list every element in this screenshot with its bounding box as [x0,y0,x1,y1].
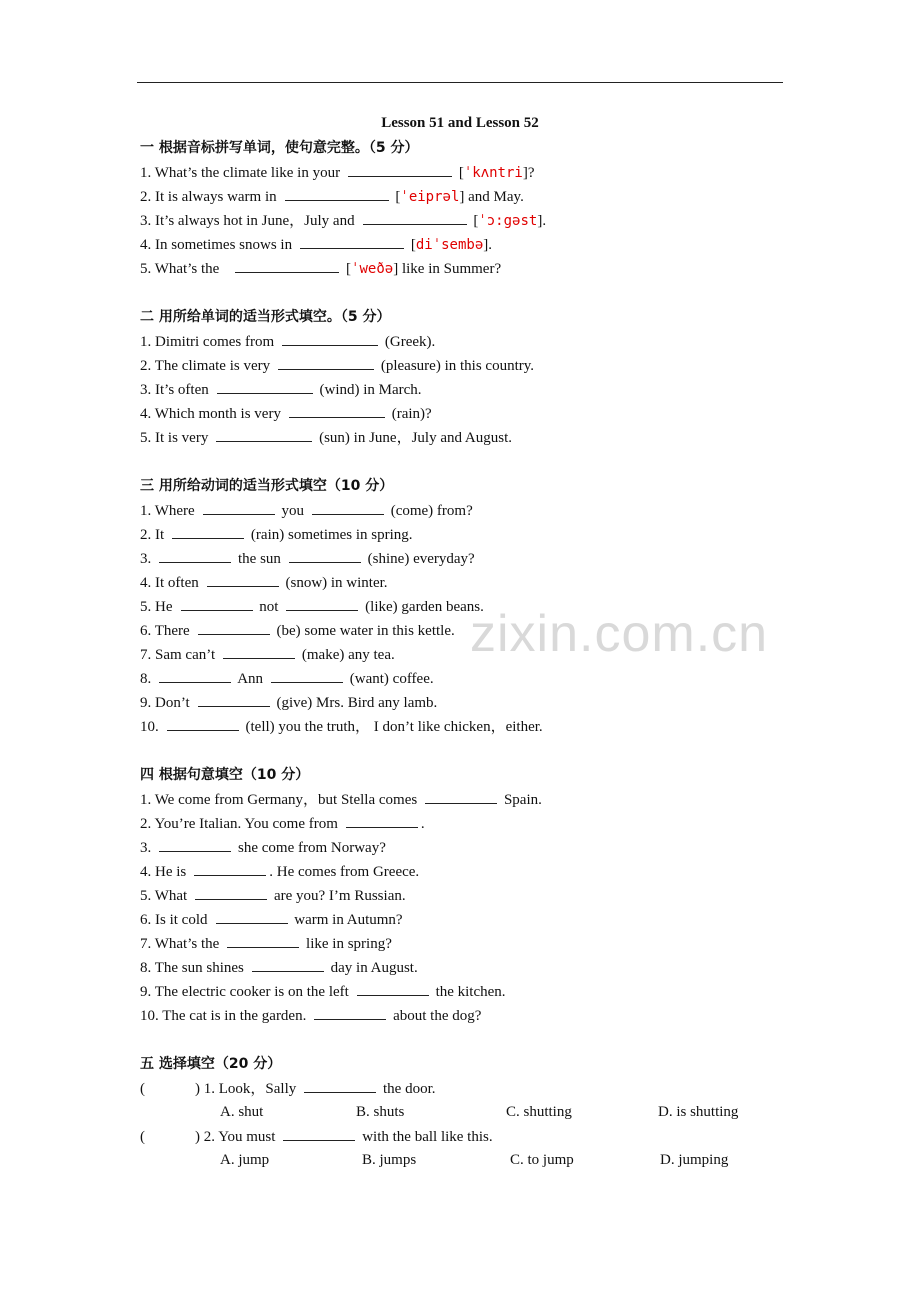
answer-space[interactable] [148,1079,192,1093]
answer-blank[interactable] [357,981,429,996]
s1-question-1: 1. What’s the climate like in your [ˈkʌntri]? [140,162,535,183]
answer-blank[interactable] [252,957,324,972]
answer-blank[interactable] [289,403,385,418]
answer-blank[interactable] [198,692,270,707]
s3-question-4: 4. It often (snow) in winter. [140,572,388,593]
answer-space[interactable] [148,1127,192,1141]
s4-question-6: 6. Is it cold warm in Autumn? [140,909,403,930]
option-d: D. jumping [660,1152,729,1168]
answer-blank[interactable] [271,668,343,683]
header-rule [137,82,783,83]
s3-question-8: 8. Ann (want) coffee. [140,668,434,689]
answer-blank[interactable] [285,186,389,201]
option-d: D. is shutting [658,1104,739,1120]
s3-question-9: 9. Don’t (give) Mrs. Bird any lamb. [140,692,437,713]
s3-question-6: 6. There (be) some water in this kettle. [140,620,455,641]
answer-blank[interactable] [282,331,378,346]
answer-blank[interactable] [216,427,312,442]
section4-heading: 四 根据句意填空（10 分） [140,767,310,783]
phonetic: ˈkʌntri [463,165,523,181]
phonetic: ˈweðə [351,261,394,277]
section5-heading: 五 选择填空（20 分） [140,1056,282,1072]
s3-question-10: 10. (tell) you the truth， I don’t like chicken，either. [140,716,543,737]
s2-question-1: 1. Dimitri comes from (Greek). [140,331,435,352]
option-a: A. shut [220,1104,264,1120]
answer-blank[interactable] [286,596,358,611]
page-title: Lesson 51 and Lesson 52 [381,115,539,131]
answer-blank[interactable] [289,548,361,563]
s3-question-3: 3. the sun (shine) everyday? [140,548,475,569]
s4-question-4: 4. He is . He comes from Greece. [140,861,419,882]
section1-heading: 一 根据音标拼写单词，使句意完整。（5 分） [140,140,419,156]
phonetic: ˈɔ:gəst [478,213,538,229]
answer-blank[interactable] [312,500,384,515]
answer-blank[interactable] [346,813,418,828]
s4-question-5: 5. What are you? I’m Russian. [140,885,406,906]
s2-question-2: 2. The climate is very (pleasure) in this country. [140,355,534,376]
s5-question-1: ( ) 1. Look，Sally the door. [140,1078,436,1099]
s1-question-5: 5. What’s the [ˈweðə] like in Summer? [140,258,501,279]
answer-blank[interactable] [159,837,231,852]
answer-blank[interactable] [304,1078,376,1093]
answer-blank[interactable] [223,644,295,659]
answer-blank[interactable] [300,234,404,249]
answer-blank[interactable] [194,861,266,876]
s5-question-2: ( ) 2. You must with the ball like this. [140,1126,493,1147]
option-b: B. shuts [356,1104,405,1120]
answer-blank[interactable] [278,355,374,370]
answer-blank[interactable] [172,524,244,539]
s1-question-2: 2. It is always warm in [ˈeiprəl] and May. [140,186,524,207]
section2-heading: 二 用所给单词的适当形式填空。（5 分） [140,309,391,325]
answer-blank[interactable] [227,933,299,948]
s3-question-2: 2. It (rain) sometimes in spring. [140,524,413,545]
answer-blank[interactable] [348,162,452,177]
answer-blank[interactable] [217,379,313,394]
answer-blank[interactable] [198,620,270,635]
s4-question-10: 10. The cat is in the garden. about the dog? [140,1005,481,1026]
s4-question-3: 3. she come from Norway? [140,837,386,858]
s4-question-9: 9. The electric cooker is on the left the kitchen. [140,981,506,1002]
answer-blank[interactable] [425,789,497,804]
answer-blank[interactable] [159,548,231,563]
phonetic: diˈsembə [415,237,484,253]
s4-question-2: 2. You’re Italian. You come from . [140,813,425,834]
s3-question-7: 7. Sam can’t (make) any tea. [140,644,395,665]
answer-blank[interactable] [195,885,267,900]
s4-question-1: 1. We come from Germany，but Stella comes Spain. [140,789,542,810]
answer-blank[interactable] [167,716,239,731]
answer-blank[interactable] [207,572,279,587]
s3-question-5: 5. He not (like) garden beans. [140,596,484,617]
s2-question-5: 5. It is very (sun) in June，July and August. [140,427,512,448]
answer-blank[interactable] [203,500,275,515]
option-c: C. shutting [506,1104,572,1120]
s1-question-3: 3. It’s always hot in June，July and [ˈɔ:gəst]. [140,210,546,231]
s3-question-1: 1. Where you (come) from? [140,500,473,521]
s2-question-4: 4. Which month is very (rain)? [140,403,432,424]
option-c: C. to jump [510,1152,574,1168]
phonetic: ˈeiprəl [400,189,460,205]
s1-question-4: 4. In sometimes snows in [diˈsembə]. [140,234,492,255]
answer-blank[interactable] [363,210,467,225]
answer-blank[interactable] [283,1126,355,1141]
answer-blank[interactable] [181,596,253,611]
answer-blank[interactable] [314,1005,386,1020]
s2-question-3: 3. It’s often (wind) in March. [140,379,422,400]
option-a: A. jump [220,1152,270,1168]
answer-blank[interactable] [159,668,231,683]
watermark: zixin.com.cn [470,605,769,663]
section3-heading: 三 用所给动词的适当形式填空（10 分） [140,478,394,494]
option-b: B. jumps [362,1152,417,1168]
s4-question-8: 8. The sun shines day in August. [140,957,418,978]
answer-blank[interactable] [216,909,288,924]
s4-question-7: 7. What’s the like in spring? [140,933,392,954]
answer-blank[interactable] [235,258,339,273]
